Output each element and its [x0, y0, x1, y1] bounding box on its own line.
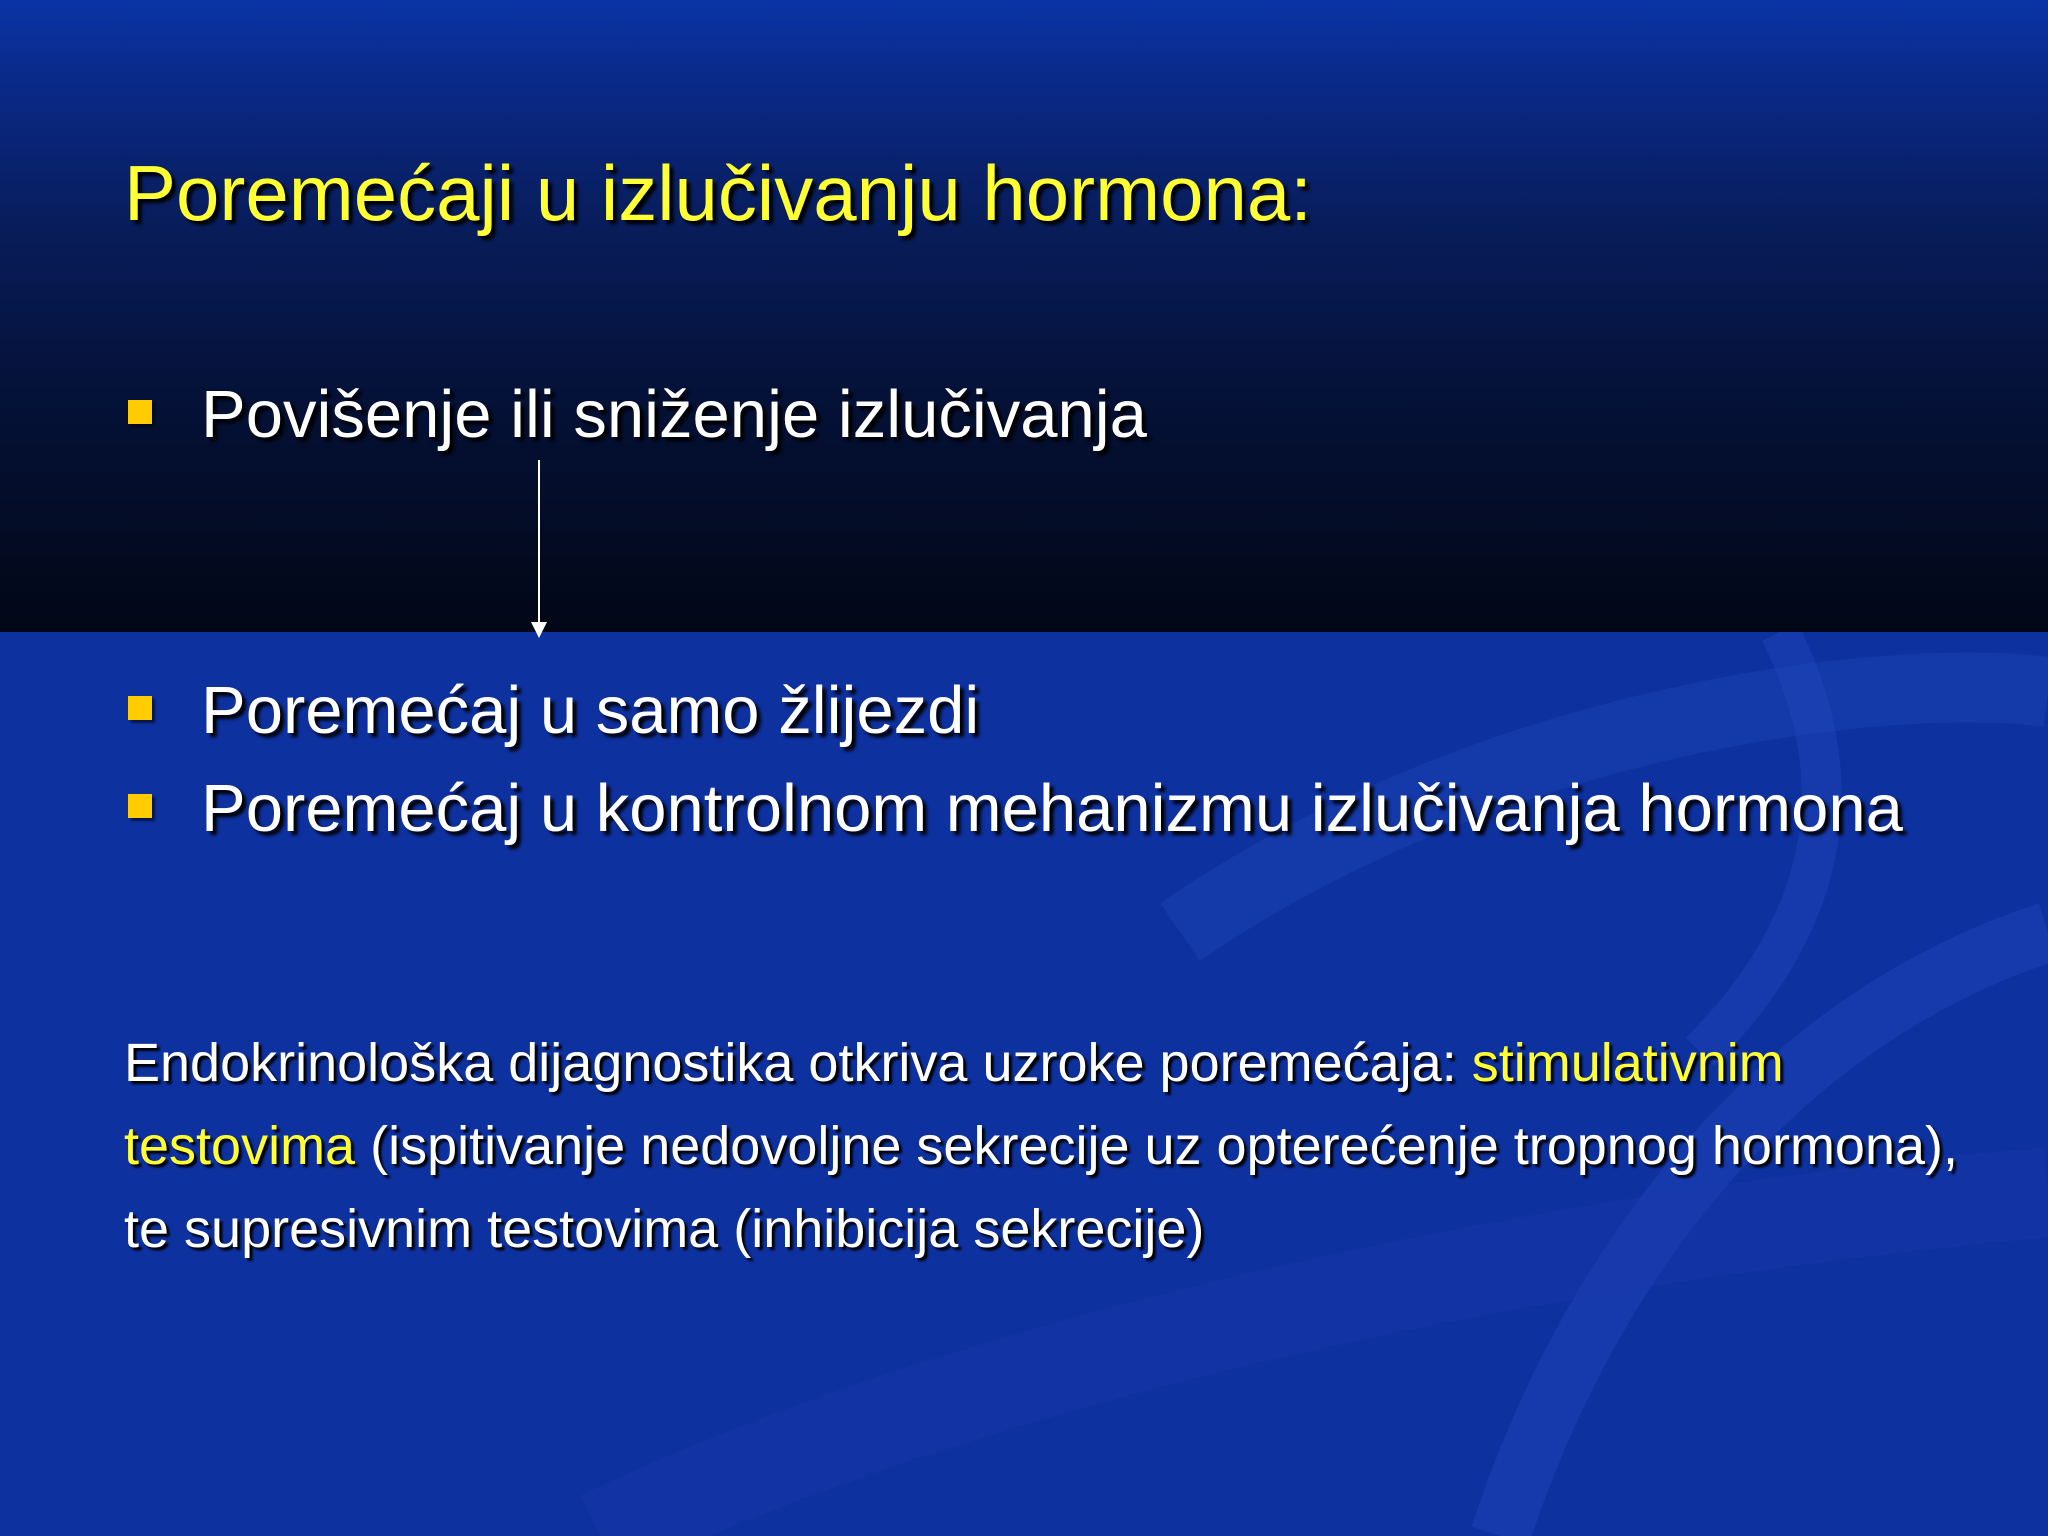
bullet-text: Povišenje ili sniženje izlučivanja — [201, 377, 1147, 452]
paragraph-text: Endokrinološka dijagnostika otkriva uzroke poremećaja: — [124, 1033, 1472, 1093]
header-gradient-band — [0, 0, 2048, 632]
square-bullet-icon — [128, 794, 152, 818]
square-bullet-icon — [128, 400, 152, 424]
slide-title: Poremećaji u izlučivanju hormona: — [124, 149, 1312, 237]
bullet-text: Poremećaj u kontrolnom mehanizmu izlučivanja hormona — [201, 771, 1903, 846]
paragraph-text: (ispitivanje nedovoljne sekrecije uz opterećenje tropnog hormona), te supresivnim testovima (inhibicija sekrecije) — [124, 1116, 1959, 1259]
description-paragraph — [124, 1022, 1974, 1271]
bullet-text: Poremećaj u samo žlijezdi — [201, 673, 980, 748]
square-bullet-icon — [128, 696, 152, 720]
highlighted-text: stimulativnim testovima — [124, 1033, 1784, 1176]
down-arrow-icon — [524, 460, 554, 640]
